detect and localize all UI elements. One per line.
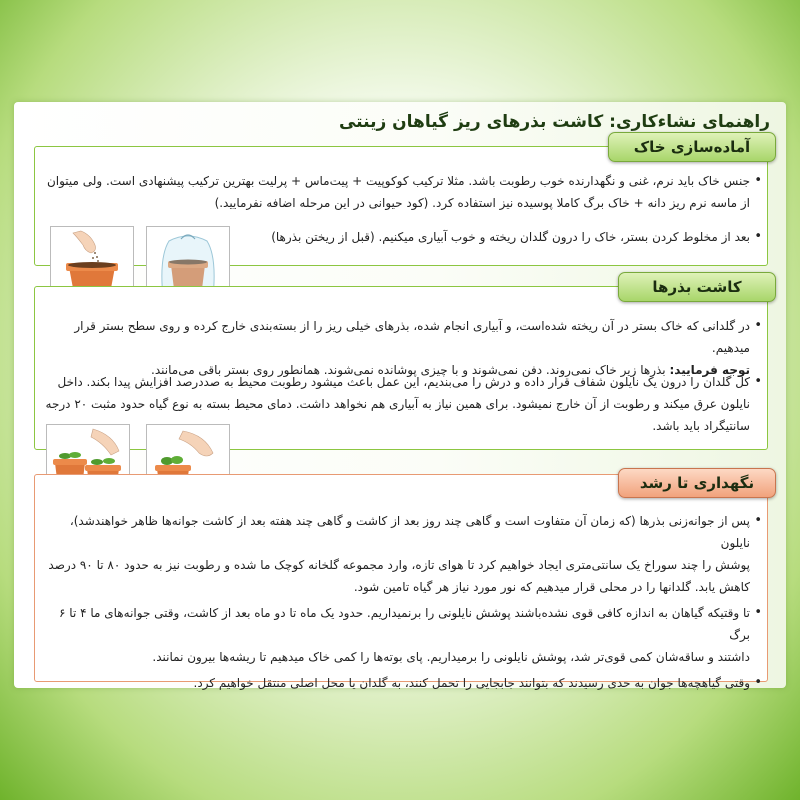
soil-bullet-1-line-2: از ماسه نرم ریز دانه + خاک برگ کاملا پوسیده نیز استفاده کرد. (کود حیوانی در این مرحله اضافه نفرمایید.) bbox=[214, 196, 750, 210]
maintenance-bullet-1-line-3: کاهش یابد. گلدانها را در محلی قرار میدهیم که نور مورد نیاز هر گیاه تامین شود. bbox=[353, 580, 750, 594]
sowing-bullet-2-line-1: • کل گلدان را درون یک نایلون شفاف قرار داده و درش را می‌بندیم، این عمل باعث میشود رطوبت محیط به صددرصد افزایش پیدا بکند. داخل bbox=[38, 371, 762, 393]
soil-bullet-1 bbox=[38, 170, 762, 214]
section-heading-soil: آماده‌سازی خاک bbox=[608, 132, 776, 162]
soil-bullet-1-line-1: • جنس خاک باید نرم، غنی و نگهدارنده خوب رطوبت باشد. مثلا ترکیب کوکوپیت + پیت‌ماس + پرلیت بهترین ترکیب پیشنهادی است. ولی میتوان bbox=[38, 170, 762, 192]
maintenance-bullets bbox=[38, 510, 762, 694]
sowing-bullet-2-line-3: سانتیگراد باید باشد. bbox=[652, 419, 750, 433]
section-heading-sowing: کاشت بذرها bbox=[618, 272, 776, 302]
maintenance-bullet-3-line-1: • وقتی گیاهچه‌ها جوان به حدی رسیدند که بتوانند جابجایی را تحمل کنند، به گلدان یا محل اصلی منتقل خواهیم کرد. bbox=[38, 672, 762, 694]
soil-bullet-2 bbox=[242, 226, 762, 248]
sowing-note-label: توجه فرمایید: bbox=[669, 363, 750, 377]
soil-bullet-2-line-1: • بعد از مخلوط کردن بستر، خاک را درون گلدان ریخته و خوب آبیاری میکنیم. (قبل از ریختن بذرها) bbox=[242, 226, 762, 248]
maintenance-bullet-2-line-2: داشتند و ساقه‌شان کمی قوی‌تر شد، پوشش نایلونی را برمیداریم. پای بوته‌ها را کمی خاک میدهیم تا ریشه‌ها بیرون نمانند. bbox=[152, 650, 750, 664]
page-title: راهنمای نشاءکاری: کاشت بذرهای ریز گیاهان زینتی bbox=[338, 112, 770, 132]
section-heading-maintenance: نگهداری تا رشد bbox=[618, 468, 776, 498]
maintenance-bullet-1-line-1: • پس از جوانه‌زنی بذرها (که زمان آن متفاوت است و گاهی چند روز بعد از کاشت و گاهی چند هفته بعد از کاشت جوانه‌ها ظاهر خواهندشد)، نایلون bbox=[38, 510, 762, 554]
sowing-note-text: بذرها زیر خاک نمی‌روند. دفن نمی‌شوند و با چیزی پوشانده نمی‌شوند. همانطور روی بستر باقی می‌مانند. bbox=[151, 363, 670, 377]
maintenance-bullet-2-line-1: • تا وقتیکه گیاهان به اندازه کافی قوی نشده‌باشند پوشش نایلونی را برنمیداریم. حدود یک ماه تا دو ماه بعد از کاشت، وقتی جوانه‌های ما ۴ تا ۶ برگ bbox=[38, 602, 762, 646]
sowing-bullet-1-line-1: • در گلدانی که خاک بستر در آن ریخته شده‌است، و آبیاری انجام شده، بذرهای خیلی ریز را از بسته‌بندی خارج کرده و روی سطح بستر قرار میدهیم. bbox=[38, 315, 762, 359]
maintenance-bullet-1-line-2: پوشش را چند سوراخ یک سانتی‌متری ایجاد خواهیم کرد تا هوای تازه، وارد مجموعه گلخانه کوچک ما شده و رطوبت نیز به حدود ۸۰ تا ۹۰ درصد bbox=[48, 558, 750, 572]
sowing-bullet-2-line-2: نایلون عرق میکند و رطوبت از آن خارج نمیشود. برای همین نیاز به آبیاری هم نخواهد داشت. دمای محیط بسته به نوع گیاه حدود مثبت ۲۰ درجه bbox=[45, 397, 750, 411]
